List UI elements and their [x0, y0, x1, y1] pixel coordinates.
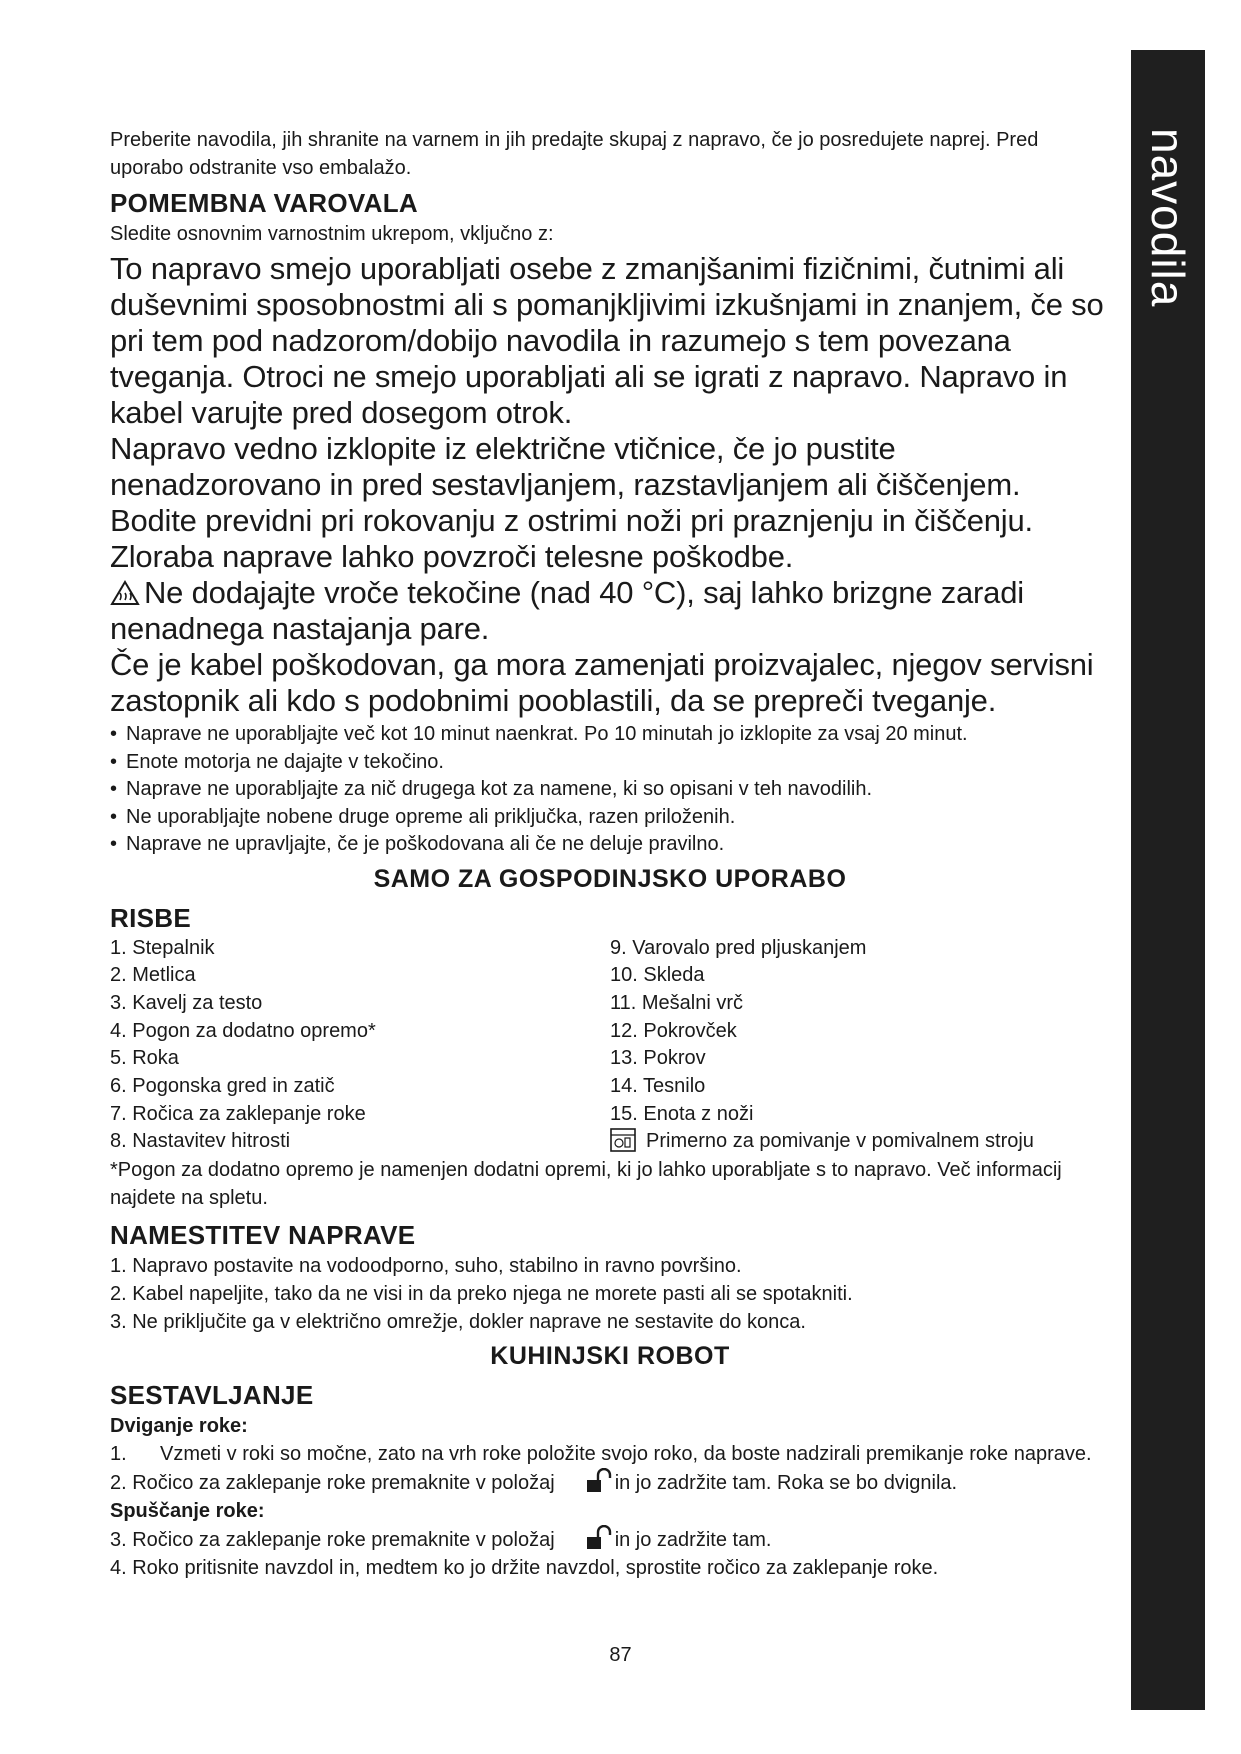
list-item: 13. Pokrov [610, 1047, 706, 1070]
list-item: • Ne uporabljajte nobene druge opreme ali priključka, razen priloženih. [110, 804, 1110, 832]
safety-bullet-list [110, 721, 1110, 859]
list-item: 2. Kabel napeljite, tako da ne visi in da preko njega ne morete pasti ali se spotakniti. [110, 1283, 853, 1306]
list-item: 2. Metlica [110, 964, 196, 987]
raise-arm-heading: Dviganje roke: [110, 1415, 248, 1438]
warning-paragraph-hot-liquid [110, 575, 1110, 647]
drawings-footnote: *Pogon za dodatno opremo je namenjen dodatni opremi, ki jo lahko uporabljate s to napravo. Več informacij najdete na spletu. [110, 1159, 1062, 1210]
hot-liquid-text: Ne dodajajte vroče tekočine (nad 40 °C), saj lahko brizgne zaradi nenadnega nastajanja pare. [110, 575, 1024, 646]
kitchen-robot-heading: KUHINJSKI ROBOT [490, 1342, 730, 1371]
list-item: 9. Varovalo pred pljuskanjem [610, 936, 867, 959]
list-item: 4. Pogon za dodatno opremo* [110, 1019, 376, 1042]
list-item [110, 1468, 1110, 1497]
assembly-heading: SESTAVLJANJE [110, 1380, 314, 1411]
list-item [110, 1525, 1110, 1554]
setup-heading: NAMESTITEV NAPRAVE [110, 1220, 416, 1251]
list-item: 5. Roka [110, 1047, 179, 1070]
setup-steps [110, 1252, 1110, 1336]
parts-column-left [110, 935, 610, 1157]
safety-lead: Sledite osnovnim varnostnim ukrepom, vključno z: [110, 223, 554, 245]
parts-list [110, 935, 1110, 1157]
dishwasher-note [610, 1128, 1110, 1156]
intro-text: Preberite navodila, jih shranite na varnem in jih predajte skupaj z napravo, če jo posredujete naprej. Pred uporabo odstranite vso embalažo. [110, 129, 1039, 179]
list-item: • Naprave ne uporabljajte več kot 10 minut naenkrat. Po 10 minutah jo izklopite za vsaj 20 minut. [110, 721, 1110, 749]
list-item: 1. Napravo postavite na vodoodporno, suho, stabilno in ravno površino. [110, 1255, 742, 1278]
list-item: 3. Kavelj za testo [110, 991, 263, 1014]
list-item: 6. Pogonska gred in zatič [110, 1075, 335, 1098]
list-item: • Enote motorja ne dajajte v tekočino. [110, 749, 1110, 777]
page-content [110, 126, 1110, 1582]
lower-arm-heading: Spuščanje roke: [110, 1500, 265, 1523]
list-item: 14. Tesnilo [610, 1075, 706, 1098]
list-item: • Naprave ne upravljajte, če je poškodovana ali če ne deluje pravilno. [110, 831, 1110, 859]
page-number: 87 [609, 1644, 632, 1666]
household-use-heading: SAMO ZA GOSPODINJSKO UPORABO [373, 864, 847, 893]
warning-paragraph: Če je kabel poškodovan, ga mora zamenjati proizvajalec, njegov servisni zastopnik ali kdo s podobnimi pooblastili, da se prepreči tveganje. [110, 647, 1094, 718]
dishwasher-note-text: Primerno za pomivanje v pomivalnem stroju [646, 1130, 1034, 1153]
parts-column-right [610, 935, 1110, 1157]
drawings-heading: RISBE [110, 902, 191, 933]
dishwasher-safe-icon [610, 1128, 636, 1152]
list-item: 3. Ne priključite ga v električno omrežje, dokler naprave ne sestavite do konca. [110, 1311, 806, 1334]
hot-surface-warning-icon [110, 580, 140, 606]
step-text: in jo zadržite tam. Roka se bo dvignila. [614, 1472, 958, 1495]
list-item: 10. Skleda [610, 964, 705, 987]
list-item: • Naprave ne uporabljajte za nič drugega kot za namene, ki so opisani v teh navodilih. [110, 776, 1110, 804]
step-text: in jo zadržite tam. [614, 1529, 772, 1552]
list-item: 1. Stepalnik [110, 936, 215, 959]
list-item: 7. Ročica za zaklepanje roke [110, 1102, 366, 1125]
side-tab-label: navodila [1142, 128, 1194, 308]
warning-paragraph: Napravo vedno izklopite iz električne vtičnice, če jo pustite nenadzorovano in pred sestavljanjem, razstavljanjem ali čiščenjem. [110, 431, 1021, 502]
unlock-icon [585, 1525, 615, 1551]
list-item: 8. Nastavitev hitrosti [110, 1130, 291, 1153]
list-item: 12. Pokrovček [610, 1019, 737, 1042]
list-item: 4. Roko pritisnite navzdol in, medtem ko jo držite navzdol, sprostite ročico za zaklepanje roke. [110, 1557, 939, 1580]
list-item: 15. Enota z noži [610, 1102, 754, 1125]
warning-paragraph: To napravo smejo uporabljati osebe z zmanjšanimi fizičnimi, čutnimi ali duševnimi sposobnostmi ali s pomanjkljivimi izkušnjami in znanjem, če so pri tem pod nadzorom/dobijo navodila in razumejo s tem povezana tveganja. Otroci ne smejo uporabljati ali se igrati z napravo. Napravo in kabel varujte pred dosegom otrok. [110, 251, 1104, 430]
safety-heading: POMEMBNA VAROVALA [110, 188, 418, 218]
step-number: 1. [110, 1443, 127, 1466]
unlock-icon [585, 1468, 615, 1494]
step-text: Vzmeti v roki so močne, zato na vrh roke položite svojo roko, da boste nadzirali premikanje roke naprave. [160, 1443, 1092, 1466]
list-item [110, 1440, 1110, 1468]
step-text: 3. Ročico za zaklepanje roke premaknite v položaj [110, 1529, 555, 1552]
warning-paragraph: Bodite previdni pri rokovanju z ostrimi noži pri praznjenju in čiščenju. Zloraba naprave lahko povzroči telesne poškodbe. [110, 503, 1033, 574]
safety-warnings [110, 251, 1110, 719]
step-text: 2. Ročico za zaklepanje roke premaknite v položaj [110, 1472, 555, 1495]
list-item: 11. Mešalni vrč [610, 991, 744, 1014]
